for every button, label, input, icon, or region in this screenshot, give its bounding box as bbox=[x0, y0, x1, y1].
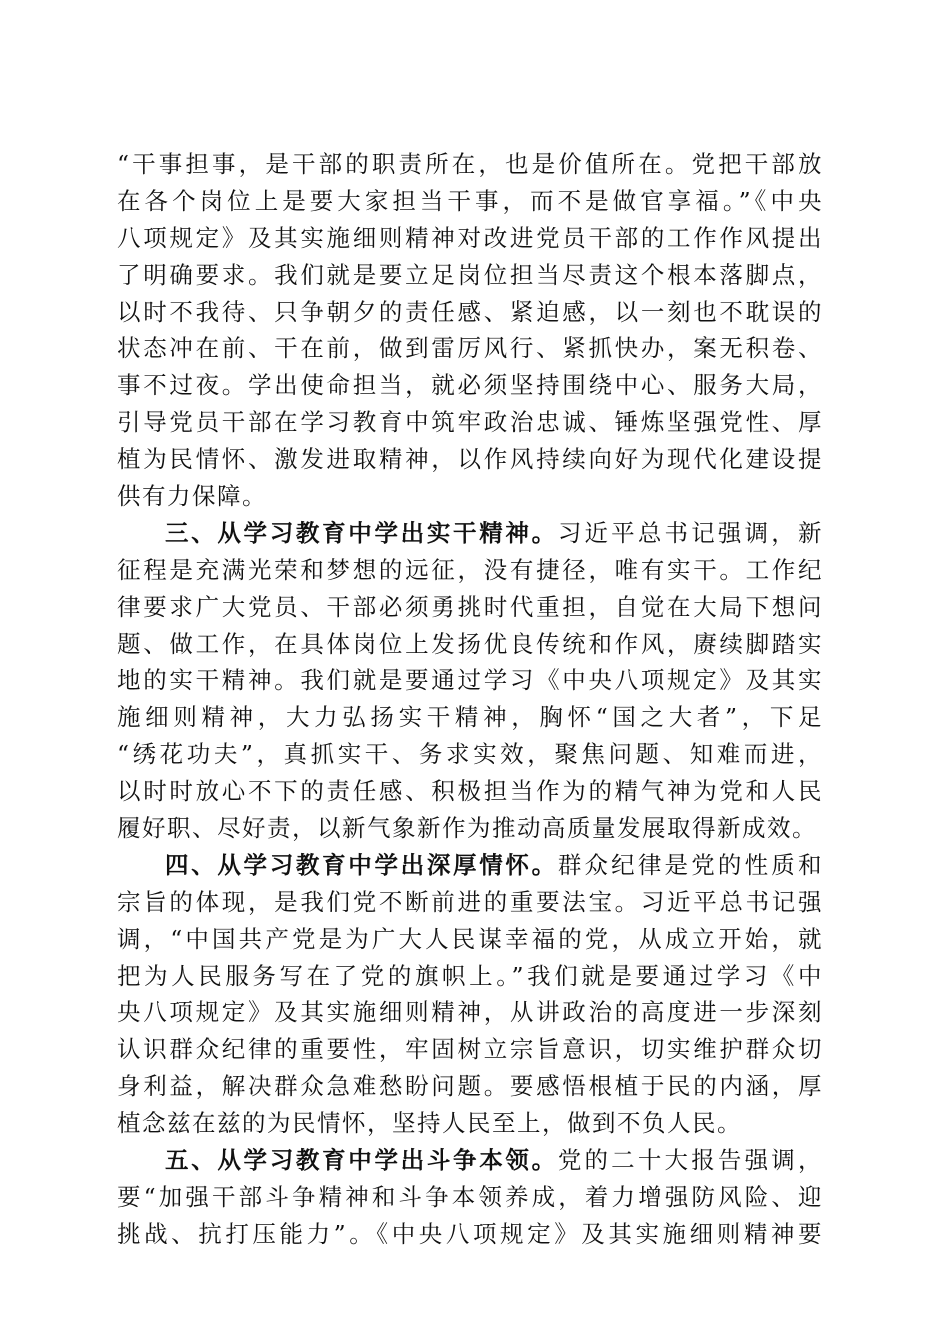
paragraph-line: 题、做工作，在具体岗位上发扬优良传统和作风，赓续脚踏实 bbox=[117, 629, 823, 658]
paragraph-line: 调，“中国共产党是为广大人民谋幸福的党，从成立开始，就 bbox=[117, 924, 823, 953]
paragraph-line: 宗旨的体现，是我们党不断前进的重要法宝。习近平总书记强 bbox=[117, 887, 823, 916]
paragraph-line: 了明确要求。我们就是要立足岗位担当尽责这个根本落脚点， bbox=[117, 260, 823, 289]
paragraph-line: 八项规定》及其实施细则精神对改进党员干部的工作作风提出 bbox=[117, 223, 823, 252]
section-heading: 三、从学习教育中学出实干精神。 bbox=[165, 518, 558, 547]
paragraph-line: 央八项规定》及其实施细则精神，从讲政治的高度进一步深刻 bbox=[117, 998, 823, 1027]
paragraph-line: 在各个岗位上是要大家担当干事，而不是做官享福。”《中央 bbox=[117, 186, 823, 215]
paragraph-line: 律要求广大党员、干部必须勇挑时代重担，自觉在大局下想问 bbox=[117, 592, 823, 621]
paragraph-line: 地的实干精神。我们就是要通过学习《中央八项规定》及其实 bbox=[117, 666, 823, 695]
paragraph-line: “绣花功夫”，真抓实干、务求实效，聚焦问题、知难而进， bbox=[117, 740, 823, 769]
paragraph-line: 引导党员干部在学习教育中筑牢政治忠诚、锤炼坚强党性、厚 bbox=[117, 408, 823, 437]
section-heading: 五、从学习教育中学出斗争本领。 bbox=[165, 1146, 558, 1175]
paragraph-line: 征程是充满光荣和梦想的远征，没有捷径，唯有实干。工作纪 bbox=[117, 555, 823, 584]
paragraph-line: 施细则精神，大力弘扬实干精神，胸怀“国之大者”，下足 bbox=[117, 703, 823, 732]
section-text: 党的二十大报告强调， bbox=[557, 1146, 823, 1175]
paragraph-line: 履好职、尽好责，以新气象新作为推动高质量发展取得新成效。 bbox=[117, 814, 817, 843]
paragraph-line: 挑战、抗打压能力”。《中央八项规定》及其实施细则精神要 bbox=[117, 1219, 823, 1248]
document-body bbox=[117, 146, 823, 1253]
paragraph-line: 以时不我待、只争朝夕的责任感、紧迫感，以一刻也不耽误的 bbox=[117, 297, 823, 326]
section-first-line bbox=[117, 1142, 823, 1179]
section-first-line bbox=[117, 515, 823, 552]
paragraph-line: 身利益，解决群众急难愁盼问题。要感悟根植于民的内涵，厚 bbox=[117, 1072, 823, 1101]
section-text: 习近平总书记强调，新 bbox=[557, 518, 823, 547]
paragraph-line: 认识群众纪律的重要性，牢固树立宗旨意识，切实维护群众切 bbox=[117, 1035, 823, 1064]
paragraph-line: “干事担事，是干部的职责所在，也是价值所在。党把干部放 bbox=[117, 150, 823, 178]
paragraph-line: 以时时放心不下的责任感、积极担当作为的精气神为党和人民 bbox=[117, 777, 823, 806]
paragraph-line: 把为人民服务写在了党的旗帜上。”我们就是要通过学习《中 bbox=[117, 961, 823, 990]
section-heading: 四、从学习教育中学出深厚情怀。 bbox=[165, 850, 558, 879]
paragraph-line: 要“加强干部斗争精神和斗争本领养成，着力增强防风险、迎 bbox=[117, 1182, 823, 1211]
section-first-line bbox=[117, 847, 823, 884]
paragraph-line: 事不过夜。学出使命担当，就必须坚持围绕中心、服务大局， bbox=[117, 371, 823, 400]
section-text: 群众纪律是党的性质和 bbox=[557, 850, 823, 879]
paragraph-line: 植为民情怀、激发进取精神，以作风持续向好为现代化建设提 bbox=[117, 445, 823, 474]
paragraph-line: 状态冲在前、干在前，做到雷厉风行、紧抓快办，案无积卷、 bbox=[117, 334, 823, 363]
paragraph-line: 植念兹在兹的为民情怀，坚持人民至上，做到不负人民。 bbox=[117, 1109, 742, 1138]
paragraph-line: 供有力保障。 bbox=[117, 482, 267, 511]
